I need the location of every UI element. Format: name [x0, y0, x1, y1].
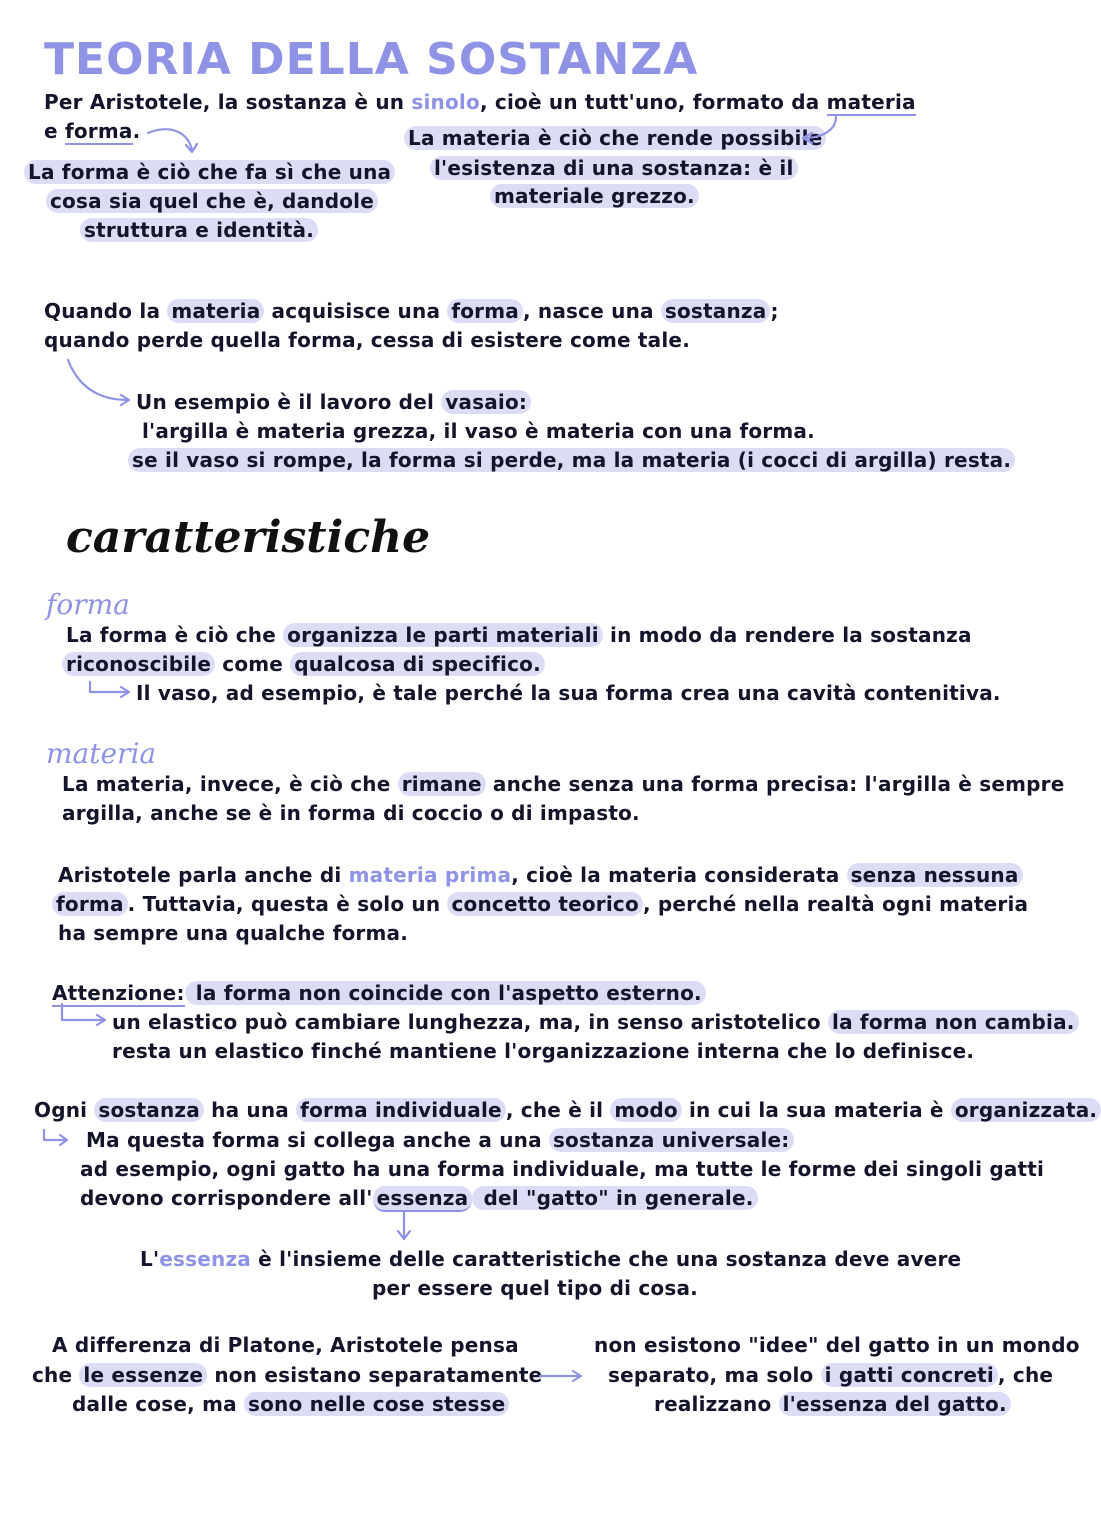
platone-text: dalle cose, ma: [72, 1392, 244, 1416]
attenzione-line-3: resta un elastico finché mantiene l'organizzazione interna che lo definisce.: [112, 1039, 975, 1063]
essenza-def-text: è l'insieme delle caratteristiche che una sostanza deve avere: [251, 1247, 962, 1271]
materia-prima-text: , perché nella realtà ogni materia: [642, 892, 1029, 916]
individuale-text: , che è il: [505, 1098, 611, 1122]
forma-term: forma: [447, 299, 523, 323]
individuale-line-3: ad esempio, ogni gatto ha una forma individuale, ma tutte le forme dei singoli gatti: [80, 1157, 1045, 1181]
platone-text: che: [32, 1363, 80, 1387]
forma-highlight: organizza le parti materiali: [283, 623, 603, 647]
forma-heading: forma: [46, 588, 130, 621]
section-title: caratteristiche: [66, 512, 431, 563]
change-text: acquisisce una: [264, 299, 448, 323]
forma-text: in modo da rendere la sostanza: [602, 623, 972, 647]
individuale-highlight: sostanza: [94, 1098, 204, 1122]
individuale-highlight: sostanza universale:: [549, 1128, 794, 1152]
idee-text: , che: [997, 1363, 1054, 1387]
materia-text: anche senza una forma precisa: l'argilla è sempre: [485, 772, 1065, 796]
materia-prima-line-3: ha sempre una qualche forma.: [58, 921, 409, 945]
sostanza-term: sostanza: [661, 299, 771, 323]
attenzione-label: Attenzione:: [52, 981, 185, 1005]
materia-prima-text: , cioè la materia considerata: [511, 863, 847, 887]
essenza-term: essenza: [159, 1247, 251, 1271]
materia-highlight: rimane: [398, 772, 486, 796]
materia-prima-text: . Tuttavia, questa è solo un: [127, 892, 448, 916]
materia-prima-highlight: concetto teorico: [447, 892, 642, 916]
individuale-highlight: del "gatto" in generale.: [472, 1186, 757, 1210]
synolo-term: sinolo: [411, 90, 480, 114]
idee-line-1: non esistono "idee" del gatto in un mondo: [594, 1333, 1080, 1357]
forma-note-text: La forma è ciò che fa sì che una: [24, 160, 395, 184]
arrow-icon: [68, 360, 128, 400]
platone-highlight: le essenze: [79, 1363, 207, 1387]
essenza-def-text: L': [140, 1247, 160, 1271]
intro-text: , cioè un tutt'uno, formato da: [479, 90, 827, 114]
attenzione-text: un elastico può cambiare lunghezza, ma, in senso aristotelico: [112, 1010, 829, 1034]
page-title: TEORIA DELLA SOSTANZA: [44, 34, 699, 85]
materia-prima-highlight: forma: [52, 892, 128, 916]
forma-highlight: riconoscibile: [62, 652, 215, 676]
forma-note-text: struttura e identità.: [80, 218, 318, 242]
change-line-2: quando perde quella forma, cessa di esistere come tale.: [44, 328, 690, 352]
individuale-text: ha una: [203, 1098, 297, 1122]
idee-highlight: l'essenza del gatto.: [779, 1392, 1011, 1416]
forma-note-text: cosa sia quel che è, dandole: [46, 189, 378, 213]
platone-line-1: A differenza di Platone, Aristotele pensa: [52, 1333, 519, 1357]
materia-text: La materia, invece, è ciò che: [62, 772, 398, 796]
materia-line-2: argilla, anche se è in forma di coccio o di impasto.: [62, 801, 640, 825]
materia-prima-term: materia prima: [348, 863, 512, 887]
arrow-icon: [44, 1130, 66, 1140]
forma-highlight: qualcosa di specifico.: [290, 652, 545, 676]
forma-line-3: Il vaso, ad esempio, è tale perché la sua forma crea una cavità contenitiva.: [136, 681, 1001, 705]
idee-text: realizzano: [654, 1392, 779, 1416]
individuale-text: devono corrispondere all': [80, 1186, 373, 1210]
arrow-icon: [62, 1004, 104, 1020]
change-text: ;: [770, 299, 779, 323]
essenza-def-line-2: per essere quel tipo di cosa.: [372, 1276, 698, 1300]
individuale-highlight: organizzata.: [951, 1098, 1101, 1122]
individuale-text: Ogni: [34, 1098, 95, 1122]
individuale-text: in cui la sua materia è: [681, 1098, 951, 1122]
intro-text: Per Aristotele, la sostanza è un: [44, 90, 412, 114]
idee-text: separato, ma solo: [608, 1363, 821, 1387]
materia-term: materia: [826, 90, 916, 114]
attenzione-highlight: la forma non coincide con l'aspetto esterno.: [185, 981, 706, 1005]
materia-heading: materia: [46, 737, 157, 770]
individuale-highlight: modo: [610, 1098, 681, 1122]
materia-note-text: materiale grezzo.: [490, 184, 699, 208]
attenzione-highlight: la forma non cambia.: [828, 1010, 1079, 1034]
intro-text: .: [132, 119, 141, 143]
intro-text: e: [44, 119, 65, 143]
materia-note-text: La materia è ciò che rende possibile: [404, 126, 826, 150]
platone-text: non esistano separatamente: [207, 1363, 543, 1387]
vasaio-line-2: l'argilla è materia grezza, il vaso è materia con una forma.: [142, 419, 815, 443]
materia-term: materia: [167, 299, 264, 323]
individuale-highlight: forma individuale: [296, 1098, 506, 1122]
idee-highlight: i gatti concreti: [821, 1363, 998, 1387]
individuale-text: Ma questa forma si collega anche a una: [86, 1128, 549, 1152]
arrow-icon: [148, 129, 192, 150]
vasaio-text: Un esempio è il lavoro del: [136, 390, 442, 414]
materia-note-text: l'esistenza di una sostanza: è il: [430, 156, 798, 180]
change-text: , nasce una: [522, 299, 661, 323]
vasaio-text: se il vaso si rompe, la forma si perde, ma la materia (i cocci di argilla) resta.: [128, 448, 1015, 472]
change-text: Quando la: [44, 299, 168, 323]
forma-text: La forma è ciò che: [66, 623, 284, 647]
essenza-term: essenza: [373, 1186, 473, 1212]
platone-highlight: sono nelle cose stesse: [244, 1392, 509, 1416]
forma-term: forma: [64, 119, 133, 143]
materia-prima-text: Aristotele parla anche di: [58, 863, 349, 887]
materia-prima-highlight: senza nessuna: [847, 863, 1023, 887]
forma-text: come: [215, 652, 291, 676]
vasaio-term: vasaio:: [441, 390, 531, 414]
